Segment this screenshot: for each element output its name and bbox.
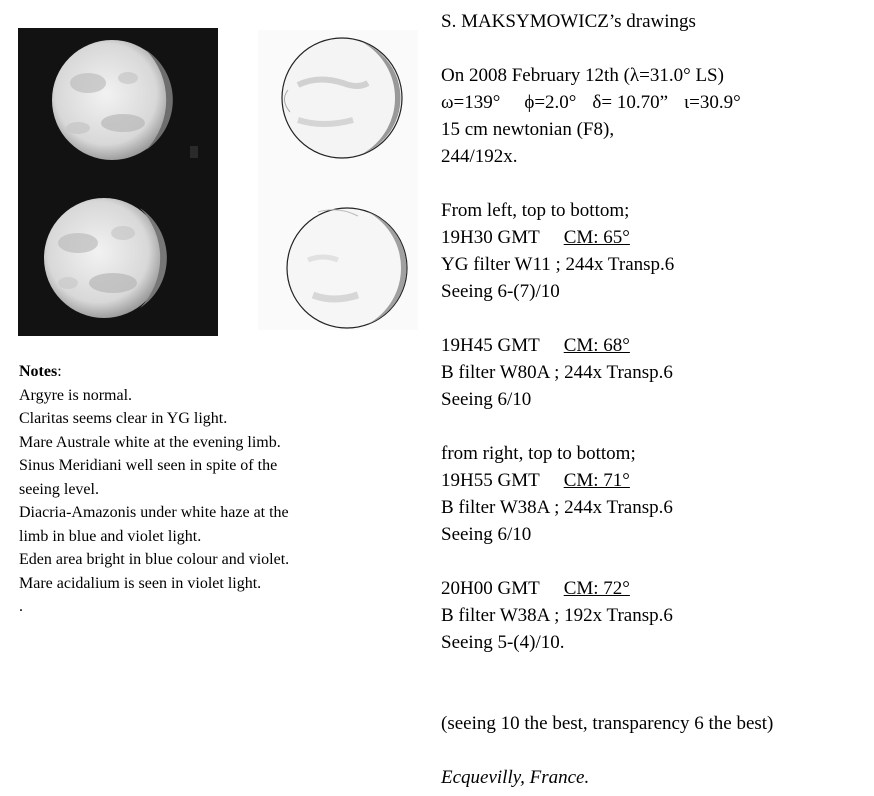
param-phi: ϕ=2.0° bbox=[524, 92, 577, 113]
entry-time: 19H45 GMT bbox=[441, 335, 540, 356]
location: Ecquevilly, France. bbox=[441, 767, 590, 788]
entry-time: 19H30 GMT bbox=[441, 227, 540, 248]
notes-section bbox=[19, 360, 359, 619]
drawing-panel-light bbox=[258, 30, 418, 330]
mars-disk-bottom-left bbox=[44, 198, 167, 318]
mars-drawings-light bbox=[258, 30, 418, 330]
entry-seeing: Seeing 6-(7)/10 bbox=[441, 281, 560, 302]
entry-filter: B filter W80A ; 244x Transp.6 bbox=[441, 362, 673, 383]
entry-seeing: Seeing 6/10 bbox=[441, 389, 532, 410]
page-title: S. MAKSYMOWICZ’s drawings bbox=[441, 11, 696, 32]
mars-drawings-dark bbox=[18, 28, 218, 336]
entry-cm: CM: 68° bbox=[563, 335, 630, 356]
footnote: (seeing 10 the best, transparency 6 the best) bbox=[441, 713, 774, 734]
group-heading: from right, top to bottom; bbox=[441, 443, 636, 464]
telescope: 15 cm newtonian (F8), bbox=[441, 119, 615, 140]
drawing-panel-dark bbox=[18, 28, 218, 336]
note-line: Mare acidalium is seen in violet light. bbox=[19, 574, 262, 592]
note-line: Sinus Meridiani well seen in spite of the bbox=[19, 457, 278, 474]
note-line: Claritas seems clear in YG light. bbox=[19, 410, 228, 427]
magnification: 244/192x. bbox=[441, 146, 518, 167]
entry-time-cm bbox=[441, 467, 866, 494]
entry-seeing: Seeing 6/10 bbox=[441, 524, 532, 545]
note-line: Argyre is normal. bbox=[19, 386, 133, 404]
entry-time-cm bbox=[441, 575, 866, 602]
mars-disk-top-left bbox=[52, 40, 173, 160]
notes-title: Notes bbox=[19, 363, 58, 380]
entry-cm: CM: 65° bbox=[563, 227, 630, 248]
observation-details bbox=[441, 8, 866, 791]
entry-cm: CM: 71° bbox=[563, 470, 630, 491]
observation-params bbox=[441, 89, 866, 116]
note-line: limb in blue and violet light. bbox=[19, 527, 202, 545]
notes-colon: : bbox=[57, 363, 62, 380]
note-line: seeing level. bbox=[19, 480, 99, 498]
entry-filter: YG filter W11 ; 244x Transp.6 bbox=[441, 254, 675, 275]
param-omega: ω=139° bbox=[441, 92, 501, 113]
observation-date: On 2008 February 12th (λ=31.0° LS) bbox=[441, 65, 724, 86]
entry-cm: CM: 72° bbox=[563, 578, 630, 599]
group-heading: From left, top to bottom; bbox=[441, 200, 630, 221]
entry-time-cm bbox=[441, 332, 866, 359]
entry-filter: B filter W38A ; 192x Transp.6 bbox=[441, 605, 673, 626]
mars-disk-top-right bbox=[282, 38, 402, 158]
entry-filter: B filter W38A ; 244x Transp.6 bbox=[441, 497, 673, 518]
entry-time: 19H55 GMT bbox=[441, 470, 540, 491]
notes-heading bbox=[19, 360, 359, 384]
note-line: Mare Australe white at the evening limb. bbox=[19, 433, 281, 451]
param-iota: ι=30.9° bbox=[684, 92, 741, 113]
note-line: . bbox=[19, 598, 23, 615]
note-line: Diacria-Amazonis under white haze at the bbox=[19, 504, 289, 521]
entry-time: 20H00 GMT bbox=[441, 578, 540, 599]
entry-time-cm bbox=[441, 224, 866, 251]
param-delta: δ= 10.70” bbox=[592, 92, 669, 113]
mars-disk-bottom-right bbox=[287, 208, 407, 328]
note-line: Eden area bright in blue colour and violet. bbox=[19, 551, 290, 568]
entry-seeing: Seeing 5-(4)/10. bbox=[441, 632, 565, 653]
